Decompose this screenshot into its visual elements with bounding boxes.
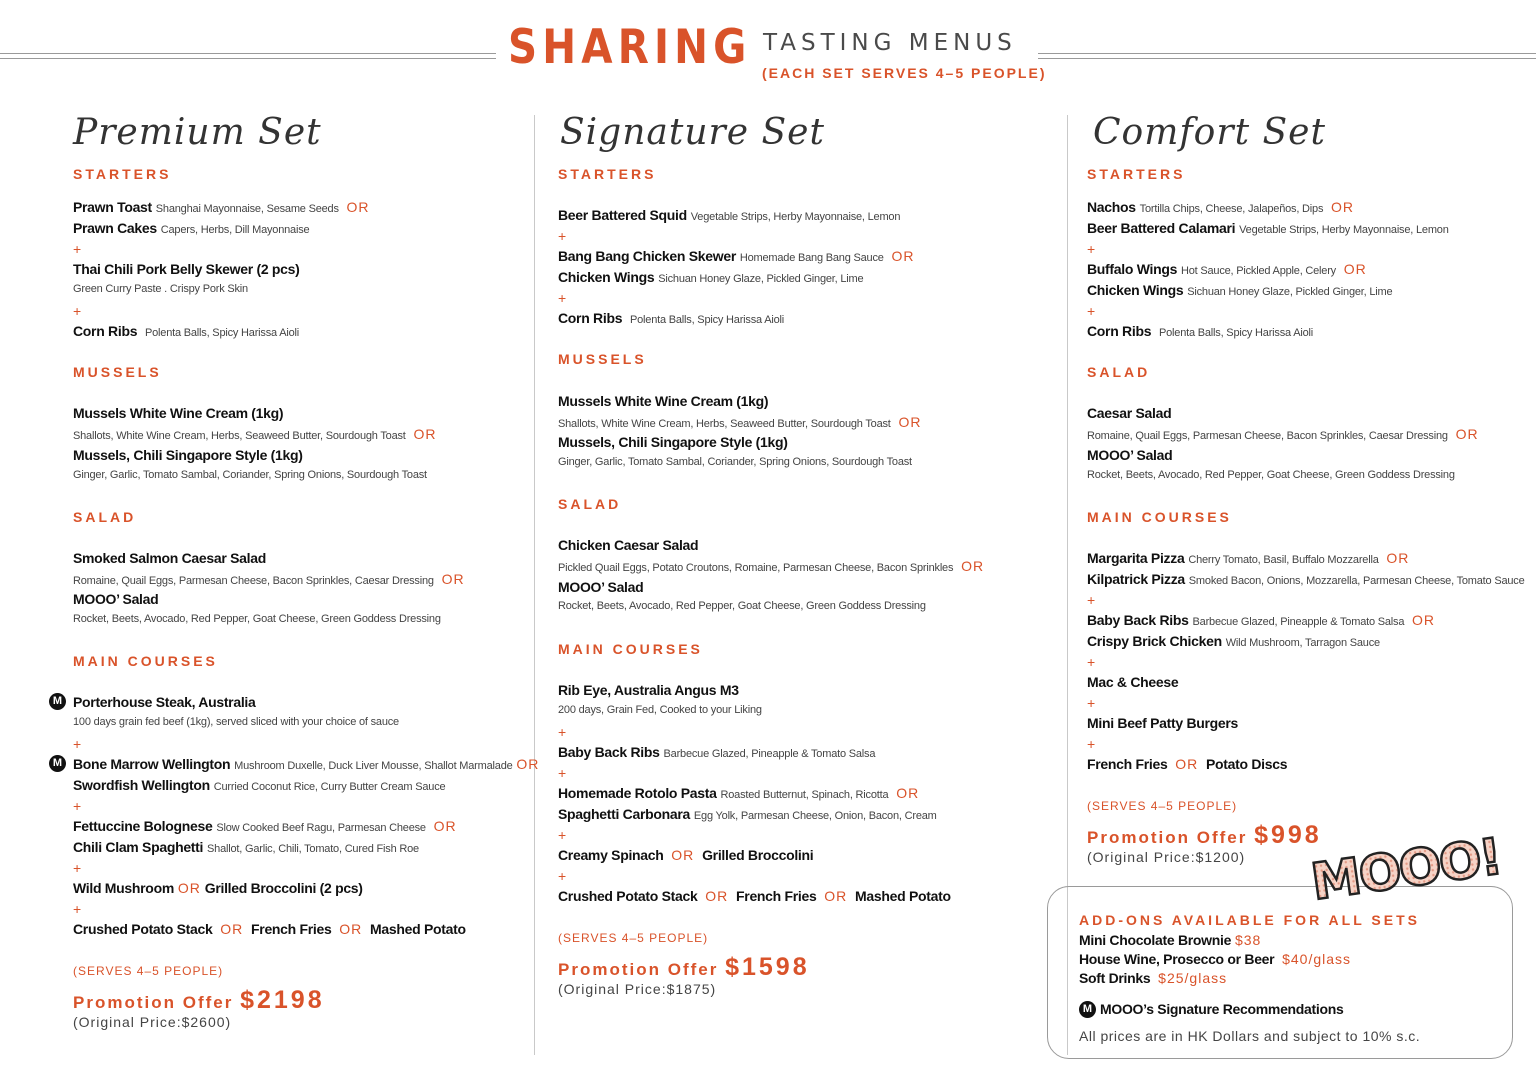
signature-mains-heading: MAIN COURSES bbox=[558, 641, 703, 657]
comfort-starter-5: Corn Ribs Polenta Balls, Spicy Harissa Aioli bbox=[1087, 323, 1313, 339]
premium-main-1: Porterhouse Steak, Australia bbox=[73, 694, 256, 710]
plus-sign: + bbox=[558, 290, 567, 306]
signature-badge-icon: M bbox=[1079, 1001, 1096, 1018]
plus-sign: + bbox=[558, 765, 567, 781]
comfort-main-5: Mac & Cheese bbox=[1087, 674, 1179, 690]
addons-heading: ADD-ONS AVAILABLE FOR ALL SETS bbox=[1079, 912, 1420, 928]
plus-sign: + bbox=[73, 303, 82, 319]
premium-main-7: Crushed Potato Stack OR French Fries OR Mashed Potato bbox=[73, 921, 466, 937]
signature-badge-icon: M bbox=[49, 693, 66, 710]
signature-mussels-1: Mussels White Wine Cream (1kg) bbox=[558, 393, 769, 409]
plus-sign: + bbox=[1087, 736, 1096, 752]
signature-mussels-heading: MUSSELS bbox=[558, 351, 647, 367]
comfort-serves: (SERVES 4–5 PEOPLE) bbox=[1087, 799, 1238, 813]
signature-starters-heading: STARTERS bbox=[558, 166, 657, 182]
comfort-starter-3: Buffalo Wings Hot Sauce, Pickled Apple, Celery OR bbox=[1087, 261, 1367, 277]
comfort-promo: Promotion Offer $998 bbox=[1087, 821, 1322, 849]
signature-mussels-1-desc: Shallots, White Wine Cream, Herbs, Seaweed Butter, Sourdough Toast OR bbox=[558, 414, 922, 430]
premium-mains-heading: MAIN COURSES bbox=[73, 653, 218, 669]
signature-mussels-2-desc: Ginger, Garlic, Tomato Sambal, Coriander, Spring Onions, Sourdough Toast bbox=[558, 456, 912, 468]
plus-sign: + bbox=[1087, 303, 1096, 319]
signature-starter-2: Bang Bang Chicken Skewer Homemade Bang Bang Sauce OR bbox=[558, 248, 915, 264]
comfort-original-price: (Original Price:$1200) bbox=[1087, 849, 1246, 865]
addons-legend: M MOOO’s Signature Recommendations bbox=[1079, 1002, 1343, 1019]
premium-salad-2: MOOO’ Salad bbox=[73, 591, 159, 607]
signature-starter-1: Beer Battered Squid Vegetable Strips, Herby Mayonnaise, Lemon bbox=[558, 207, 901, 223]
plus-sign: + bbox=[73, 736, 82, 752]
signature-salad-2: MOOO’ Salad bbox=[558, 579, 644, 595]
signature-main-5: Creamy Spinach OR Grilled Broccolini bbox=[558, 847, 814, 863]
comfort-salad-heading: SALAD bbox=[1087, 364, 1151, 380]
plus-sign: + bbox=[1087, 654, 1096, 670]
signature-main-4: Spaghetti Carbonara Egg Yolk, Parmesan Cheese, Onion, Bacon, Cream bbox=[558, 806, 937, 822]
signature-salad-1-desc: Pickled Quail Eggs, Potato Croutons, Romaine, Parmesan Cheese, Bacon Sprinkles OR bbox=[558, 558, 985, 574]
premium-main-1-desc: 100 days grain fed beef (1kg), served sliced with your choice of sauce bbox=[73, 716, 399, 728]
signature-main-6: Crushed Potato Stack OR French Fries OR Mashed Potato bbox=[558, 888, 951, 904]
plus-sign: + bbox=[1087, 592, 1096, 608]
page-subtitle: TASTING MENUS bbox=[763, 30, 1017, 56]
addon-2: House Wine, Prosecco or Beer $40/glass bbox=[1079, 951, 1352, 967]
premium-mussels-heading: MUSSELS bbox=[73, 364, 162, 380]
plus-sign: + bbox=[558, 724, 567, 740]
comfort-main-2: Kilpatrick Pizza Smoked Bacon, Onions, Mozzarella, Parmesan Cheese, Tomato Sauce bbox=[1087, 571, 1525, 587]
premium-main-4: Fettuccine Bolognese Slow Cooked Beef Ragu, Parmesan Cheese OR bbox=[73, 818, 457, 834]
comfort-main-6: Mini Beef Patty Burgers bbox=[1087, 715, 1239, 731]
premium-main-3: Swordfish Wellington Curried Coconut Rice, Curry Butter Cream Sauce bbox=[73, 777, 446, 793]
comfort-starters-heading: STARTERS bbox=[1087, 166, 1186, 182]
premium-starter-4: Corn Ribs Polenta Balls, Spicy Harissa Aioli bbox=[73, 323, 299, 339]
premium-mussels-2: Mussels, Chili Singapore Style (1kg) bbox=[73, 447, 303, 463]
plus-sign: + bbox=[558, 868, 567, 884]
premium-main-5: Chili Clam Spaghetti Shallot, Garlic, Chili, Tomato, Cured Fish Roe bbox=[73, 839, 419, 855]
comfort-main-3: Baby Back Ribs Barbecue Glazed, Pineapple & Tomato Salsa OR bbox=[1087, 612, 1436, 628]
plus-sign: + bbox=[73, 241, 82, 257]
premium-set-title: Premium Set bbox=[73, 112, 322, 153]
plus-sign: + bbox=[558, 228, 567, 244]
premium-salad-1: Smoked Salmon Caesar Salad bbox=[73, 550, 266, 566]
comfort-salad-1: Caesar Salad bbox=[1087, 405, 1172, 421]
page-title: SHARING bbox=[508, 20, 752, 75]
comfort-salad-2: MOOO’ Salad bbox=[1087, 447, 1173, 463]
premium-starter-3: Thai Chili Pork Belly Skewer (2 pcs) bbox=[73, 261, 300, 277]
comfort-main-1: Margarita Pizza Cherry Tomato, Basil, Buffalo Mozzarella OR bbox=[1087, 550, 1410, 566]
signature-main-2: Baby Back Ribs Barbecue Glazed, Pineapple & Tomato Salsa bbox=[558, 744, 876, 760]
comfort-salad-2-desc: Rocket, Beets, Avocado, Red Pepper, Goat Cheese, Green Goddess Dressing bbox=[1087, 469, 1455, 481]
addon-3: Soft Drinks $25/glass bbox=[1079, 970, 1228, 986]
header-rule-left-top bbox=[0, 53, 496, 54]
premium-mussels-1: Mussels White Wine Cream (1kg) bbox=[73, 405, 284, 421]
signature-salad-heading: SALAD bbox=[558, 496, 622, 512]
premium-mussels-1-desc: Shallots, White Wine Cream, Herbs, Seaweed Butter, Sourdough Toast OR bbox=[73, 426, 437, 442]
addon-1: Mini Chocolate Brownie $38 bbox=[1079, 932, 1262, 948]
header-rule-left-bottom bbox=[0, 58, 496, 59]
svg-text:MOOO!: MOOO! bbox=[1307, 827, 1505, 912]
comfort-main-7: French Fries OR Potato Discs bbox=[1087, 756, 1288, 772]
header-rule-right-bottom bbox=[1038, 58, 1536, 59]
addons-price-note: All prices are in HK Dollars and subject to 10% s.c. bbox=[1079, 1028, 1421, 1044]
signature-set-title: Signature Set bbox=[560, 112, 825, 153]
comfort-main-4: Crispy Brick Chicken Wild Mushroom, Tarragon Sauce bbox=[1087, 633, 1380, 649]
premium-original-price: (Original Price:$2600) bbox=[73, 1014, 232, 1030]
signature-serves: (SERVES 4–5 PEOPLE) bbox=[558, 931, 709, 945]
plus-sign: + bbox=[73, 860, 82, 876]
plus-sign: + bbox=[1087, 241, 1096, 257]
premium-starter-1: Prawn Toast Shanghai Mayonnaise, Sesame Seeds OR bbox=[73, 199, 370, 215]
comfort-starter-2: Beer Battered Calamari Vegetable Strips, Herby Mayonnaise, Lemon bbox=[1087, 220, 1449, 236]
signature-main-3: Homemade Rotolo Pasta Roasted Butternut, Spinach, Ricotta OR bbox=[558, 785, 920, 801]
plus-sign: + bbox=[73, 798, 82, 814]
plus-sign: + bbox=[73, 901, 82, 917]
signature-salad-1: Chicken Caesar Salad bbox=[558, 537, 699, 553]
premium-promo: Promotion Offer $2198 bbox=[73, 986, 325, 1014]
comfort-starter-4: Chicken Wings Sichuan Honey Glaze, Pickled Ginger, Lime bbox=[1087, 282, 1393, 298]
plus-sign: + bbox=[558, 827, 567, 843]
comfort-salad-1-desc: Romaine, Quail Eggs, Parmesan Cheese, Bacon Sprinkles, Caesar Dressing OR bbox=[1087, 426, 1479, 442]
premium-starter-3-desc: Green Curry Paste . Crispy Pork Skin bbox=[73, 283, 248, 295]
signature-original-price: (Original Price:$1875) bbox=[558, 981, 717, 997]
premium-main-2: Bone Marrow Wellington Mushroom Duxelle, Duck Liver Mousse, Shallot Marmalade OR bbox=[73, 756, 540, 772]
page-serves-note: (EACH SET SERVES 4–5 PEOPLE) bbox=[762, 65, 1047, 81]
comfort-mains-heading: MAIN COURSES bbox=[1087, 509, 1232, 525]
plus-sign: + bbox=[1087, 695, 1096, 711]
column-divider-1 bbox=[534, 115, 535, 1055]
premium-serves: (SERVES 4–5 PEOPLE) bbox=[73, 964, 224, 978]
signature-mussels-2: Mussels, Chili Singapore Style (1kg) bbox=[558, 434, 788, 450]
premium-starters-heading: STARTERS bbox=[73, 166, 172, 182]
premium-starter-2: Prawn Cakes Capers, Herbs, Dill Mayonnaise bbox=[73, 220, 310, 236]
signature-badge-icon: M bbox=[49, 755, 66, 772]
header-rule-right-top bbox=[1038, 53, 1536, 54]
premium-salad-heading: SALAD bbox=[73, 509, 137, 525]
mooo-logo bbox=[1304, 827, 1505, 912]
signature-starter-3: Chicken Wings Sichuan Honey Glaze, Pickled Ginger, Lime bbox=[558, 269, 864, 285]
comfort-set-title: Comfort Set bbox=[1093, 112, 1326, 153]
premium-main-6: Wild Mushroom OR Grilled Broccolini (2 pcs) bbox=[73, 880, 363, 896]
signature-promo: Promotion Offer $1598 bbox=[558, 953, 810, 981]
comfort-starter-1: Nachos Tortilla Chips, Cheese, Jalapeños, Dips OR bbox=[1087, 199, 1355, 215]
signature-main-1: Rib Eye, Australia Angus M3 bbox=[558, 682, 739, 698]
premium-mussels-2-desc: Ginger, Garlic, Tomato Sambal, Coriander, Spring Onions, Sourdough Toast bbox=[73, 469, 427, 481]
premium-salad-2-desc: Rocket, Beets, Avocado, Red Pepper, Goat Cheese, Green Goddess Dressing bbox=[73, 613, 441, 625]
signature-salad-2-desc: Rocket, Beets, Avocado, Red Pepper, Goat Cheese, Green Goddess Dressing bbox=[558, 600, 926, 612]
signature-main-1-desc: 200 days, Grain Fed, Cooked to your Liking bbox=[558, 704, 762, 716]
premium-salad-1-desc: Romaine, Quail Eggs, Parmesan Cheese, Bacon Sprinkles, Caesar Dressing OR bbox=[73, 571, 465, 587]
signature-starter-4: Corn Ribs Polenta Balls, Spicy Harissa Aioli bbox=[558, 310, 784, 326]
